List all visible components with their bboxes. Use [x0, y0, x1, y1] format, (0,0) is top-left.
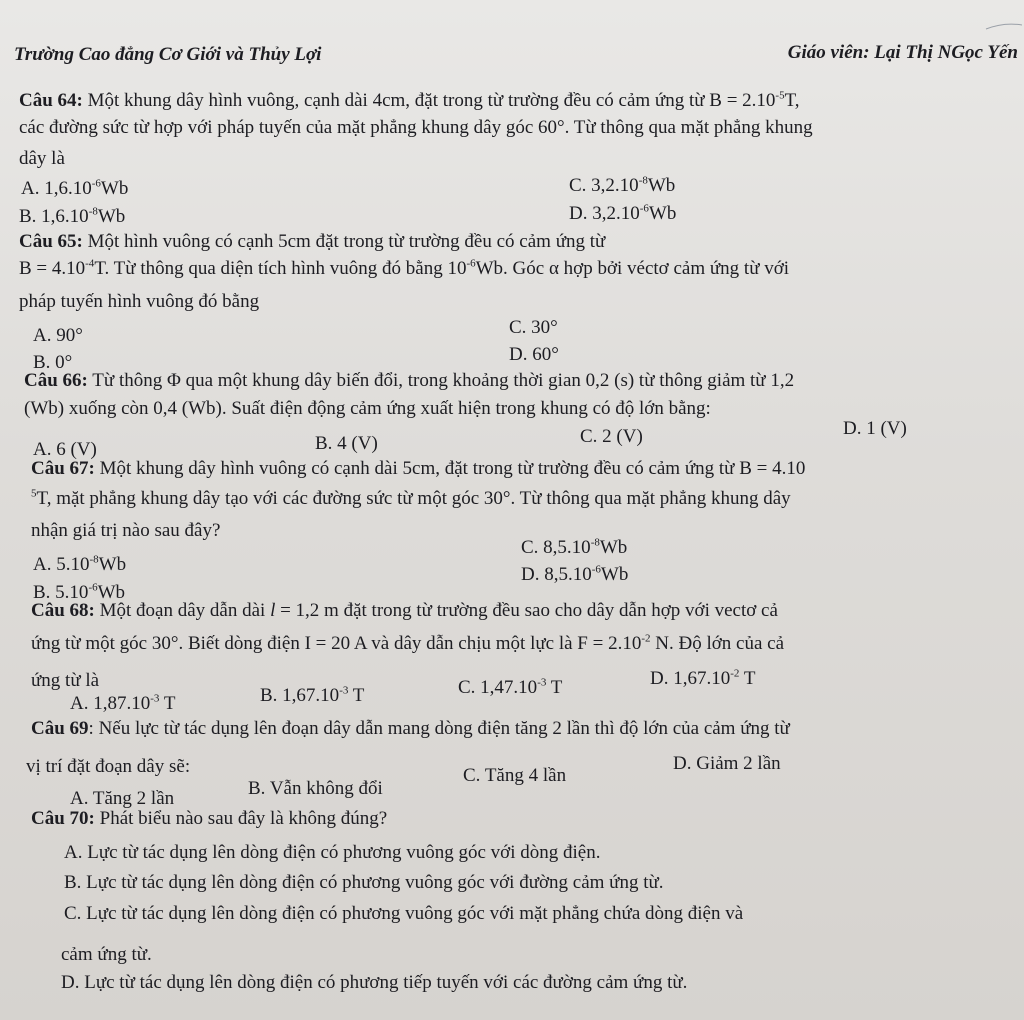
q64-option-c: C. $3,2.10^{-8}Wb$: [569, 174, 676, 196]
q66-line-2: (Wb) xuống còn 0,4 (Wb). Suất điện động cảm ứng xuất hiện trong khung có độ lớn bằng:: [24, 398, 711, 419]
q65-line-2: $B = 4.10^{-4}T$. Từ thông qua diện tích hình vuông đó bằng $10^{-6}Wb$. Góc α hợp bởi véctơ cảm ứng từ với: [19, 257, 790, 279]
q69-text-1: : Nếu lực từ tác dụng lên đoạn dây dẫn mang dòng điện tăng 2 lần thì độ lớn của cảm ứng từ: [88, 718, 790, 739]
q68-line-2: ứng từ một góc 30°. Biết dòng điện I = 20 A và dây dẫn chịu một lực là $F = 2.10^{-2}$ N. Độ lớn của cả: [31, 632, 785, 654]
q70-option-a: A. Lực từ tác dụng lên dòng điện có phương vuông góc với dòng điện.: [64, 842, 601, 863]
q64-line-1: [19, 90, 800, 112]
q69-line-1: [31, 718, 790, 740]
q64-text-1: Một khung dây hình vuông, cạnh dài 4cm, đặt trong từ trường đều có cảm ứng từ B = 2.10: [87, 90, 776, 111]
q67-option-a: A. $5.10^{-8}Wb$: [33, 553, 127, 575]
q69-option-c: C. Tăng 4 lần: [463, 765, 567, 786]
q66-option-d: D. 1 (V): [843, 418, 907, 439]
q68-line-3: ứng từ là: [31, 670, 100, 691]
q65-option-a: A. 90°: [33, 325, 83, 346]
q68-option-c: C. $1,47.10^{-3}$ T: [458, 676, 563, 698]
q65-option-b: B. 0°: [33, 352, 73, 373]
q67-line-3: nhận giá trị nào sau đây?: [31, 520, 221, 541]
q64-exp: -5: [775, 89, 785, 102]
q70-line-1: [31, 808, 387, 830]
q67-text-1: Một khung dây hình vuông có cạnh dài 5cm, đặt trong từ trường đều có cảm ứng từ B = 4.10: [99, 458, 806, 479]
q65-option-d: D. 60°: [509, 344, 559, 365]
q66-text-1: Từ thông Φ qua một khung dây biến đổi, trong khoảng thời gian 0,2 (s) từ thông giảm từ 1,2: [92, 370, 795, 391]
q66-option-a: A. 6 (V): [33, 439, 97, 460]
q64-line-2: các đường sức từ hợp với pháp tuyến của mặt phẳng khung dây góc 60°. Từ thông qua mặt phẳng khung: [19, 117, 813, 138]
q70-option-c-cont: cảm ứng từ.: [61, 944, 152, 965]
q68-option-a: A. $1,87.10^{-3}$ T: [70, 692, 176, 714]
school-name: Trường Cao đẳng Cơ Giới và Thủy Lợi: [14, 44, 322, 65]
q67-line-2: $^5$T, mặt phẳng khung dây tạo với các đường sức từ một góc 30°. Từ thông qua mặt phẳng khung dây: [31, 487, 791, 509]
q67-option-d: D. $8,5.10^{-6}Wb$: [521, 563, 629, 585]
q69-line-2: vị trí đặt đoạn dây sẽ:: [26, 756, 191, 777]
q65-line-3: pháp tuyến hình vuông đó bằng: [19, 291, 260, 312]
q66-option-c: C. 2 (V): [580, 426, 643, 447]
q68-line-1: Câu 68: Một đoạn dây dẫn dài l = 1,2 m đặt trong từ trường đều sao cho dây dẫn hợp với vectơ cả: [31, 600, 778, 621]
q64-line-3: dây là: [19, 148, 65, 169]
q65-option-c: C. 30°: [509, 317, 558, 338]
q64-option-b: B. $1,6.10^{-8}Wb$: [19, 205, 126, 227]
q67-option-b: B. $5.10^{-6}Wb$: [33, 581, 126, 603]
q68-label: Câu 68:: [31, 600, 95, 621]
q70-option-d: D. Lực từ tác dụng lên dòng điện có phương tiếp tuyến với các đường cảm ứng từ.: [61, 972, 688, 993]
q64-option-d: D. $3,2.10^{-6}Wb$: [569, 202, 677, 224]
q69-option-b: B. Vẫn không đổi: [248, 778, 383, 799]
teacher-name: Giáo viên: Lại Thị NGọc Yến: [787, 42, 1018, 63]
q65-label: Câu 65:: [19, 231, 83, 252]
q70-text-1: Phát biểu nào sau đây là không đúng?: [99, 808, 388, 829]
q64-option-a: A. $1,6.10^{-6}Wb$: [21, 177, 129, 199]
q67-line-1: [31, 458, 805, 480]
q67-option-c: C. $8,5.10^{-8}Wb$: [521, 536, 628, 558]
q64-label: Câu 64:: [19, 90, 83, 111]
q66-option-b: B. 4 (V): [315, 433, 378, 454]
pen-mark-icon: [984, 20, 1024, 32]
q69-option-d: D. Giảm 2 lần: [673, 753, 781, 774]
q70-label: Câu 70:: [31, 808, 95, 829]
q70-option-b: B. Lực từ tác dụng lên dòng điện có phương vuông góc với đường cảm ứng từ.: [64, 872, 664, 893]
q69-option-a: A. Tăng 2 lần: [70, 788, 175, 809]
q68-option-d: D. $1,67.10^{-2}$ T: [650, 667, 756, 689]
q67-label: Câu 67:: [31, 458, 95, 479]
q64-tail: T,: [784, 90, 800, 111]
q66-line-1: [24, 370, 794, 392]
q69-label: Câu 69: [31, 718, 89, 739]
q70-option-c: C. Lực từ tác dụng lên dòng điện có phương vuông góc với mặt phẳng chứa dòng điện và: [64, 903, 744, 924]
q65-text-1: Một hình vuông có cạnh 5cm đặt trong từ trường đều có cảm ứng từ: [87, 231, 606, 252]
q68-option-b: B. $1,67.10^{-3}$ T: [260, 684, 365, 706]
q65-line-1: [19, 231, 605, 253]
q66-label: Câu 66:: [24, 370, 88, 391]
